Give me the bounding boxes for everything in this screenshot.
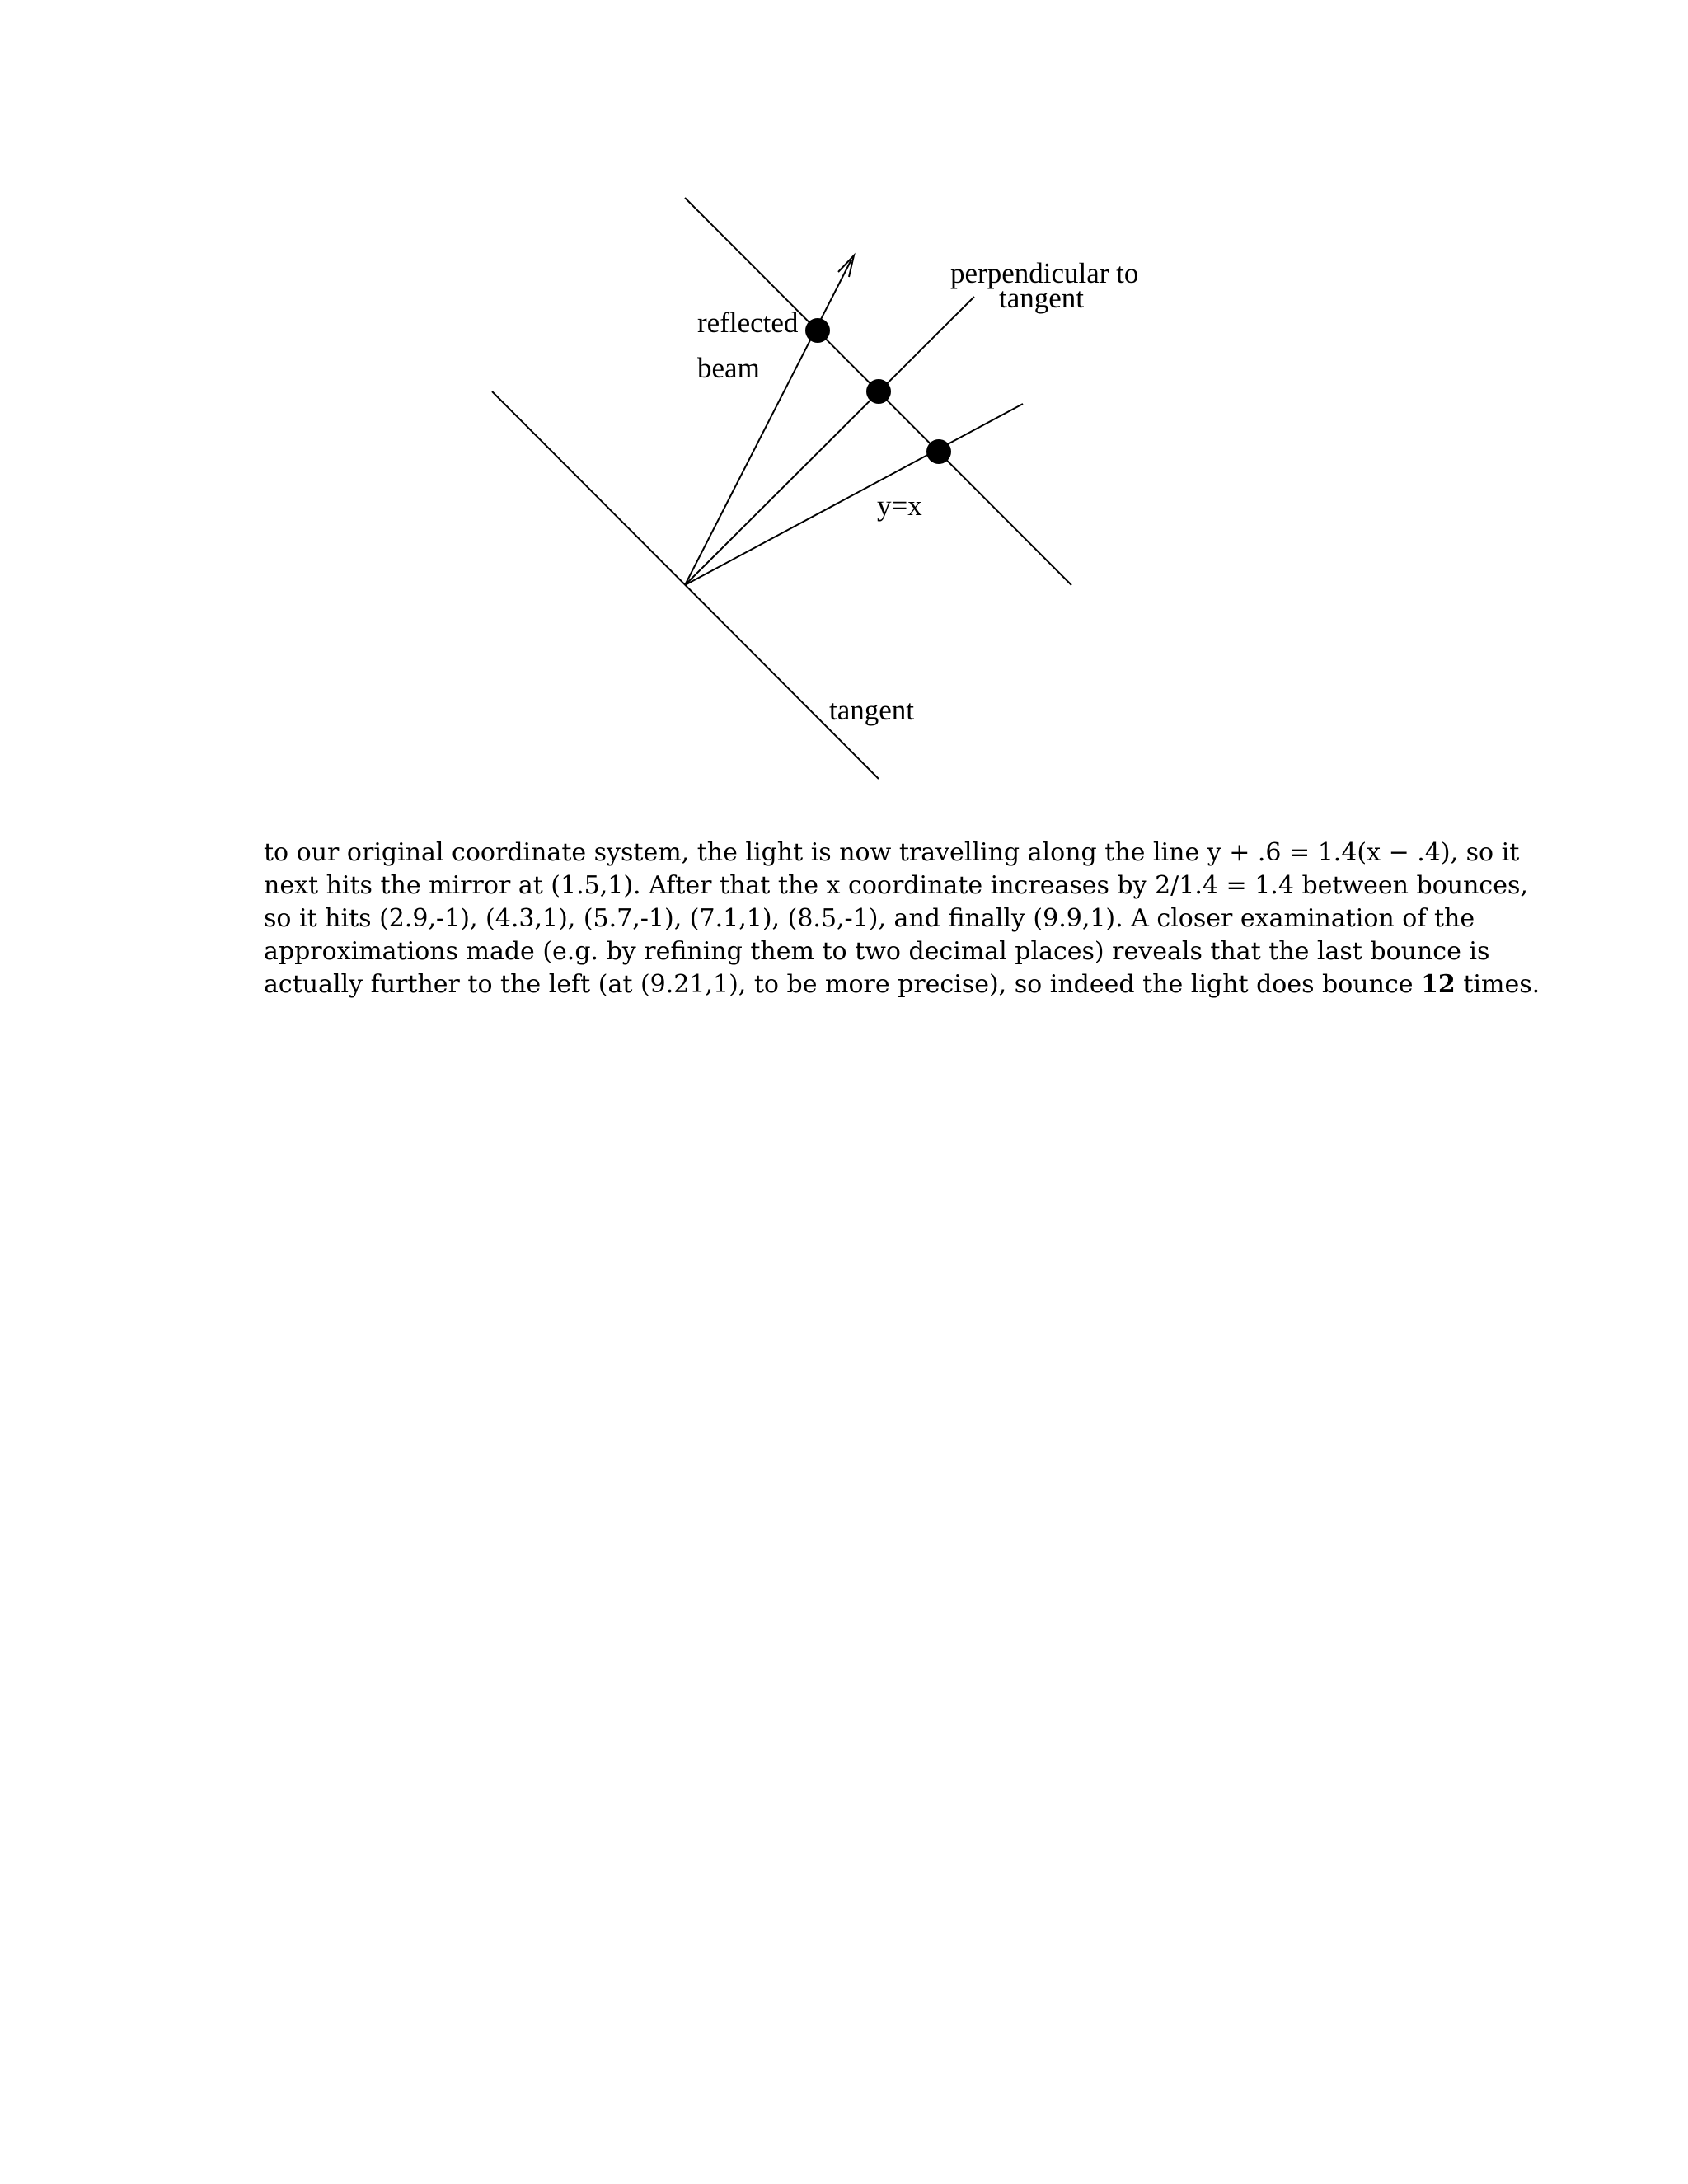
label-tangent: tangent xyxy=(829,694,915,726)
text-line-last xyxy=(264,968,1540,1001)
intersection-dot-yx xyxy=(926,439,951,464)
text-line: to our original coordinate system, the light is now travelling along the line y + .6 = 1.4(x − .4), so it xyxy=(264,838,1520,867)
bounce-count: 12 xyxy=(1421,970,1456,999)
label-perpendicular-line1: perpendicular to xyxy=(950,257,1139,289)
label-reflected: reflected xyxy=(697,307,799,339)
text-line-last-start: actually further to the left (at (9.21,1), to be more precise), so indeed the light does bounce xyxy=(264,970,1414,999)
intersection-dot-reflected xyxy=(805,318,830,343)
reflection-diagram xyxy=(0,0,1688,824)
label-yx: y=x xyxy=(877,490,922,522)
label-beam: beam xyxy=(697,352,760,384)
arrowhead-icon xyxy=(838,255,854,277)
text-line: approximations made (e.g. by refining them to two decimal places) reveals that the last bounce is xyxy=(264,937,1490,966)
text-line-last-end: times. xyxy=(1463,970,1540,999)
body-paragraph xyxy=(264,837,1540,1001)
intersection-dot-perpendicular xyxy=(866,379,891,404)
perpendicular-ray xyxy=(685,297,974,585)
label-perpendicular-line2: tangent xyxy=(999,282,1085,314)
text-line: next hits the mirror at (1.5,1). After that the x coordinate increases by 2/1.4 = 1.4 between bounces, xyxy=(264,871,1528,900)
text-line: so it hits (2.9,-1), (4.3,1), (5.7,-1), (7.1,1), (8.5,-1), and finally (9.9,1). A closer examination of the xyxy=(264,904,1475,933)
yx-ray xyxy=(685,404,1023,585)
